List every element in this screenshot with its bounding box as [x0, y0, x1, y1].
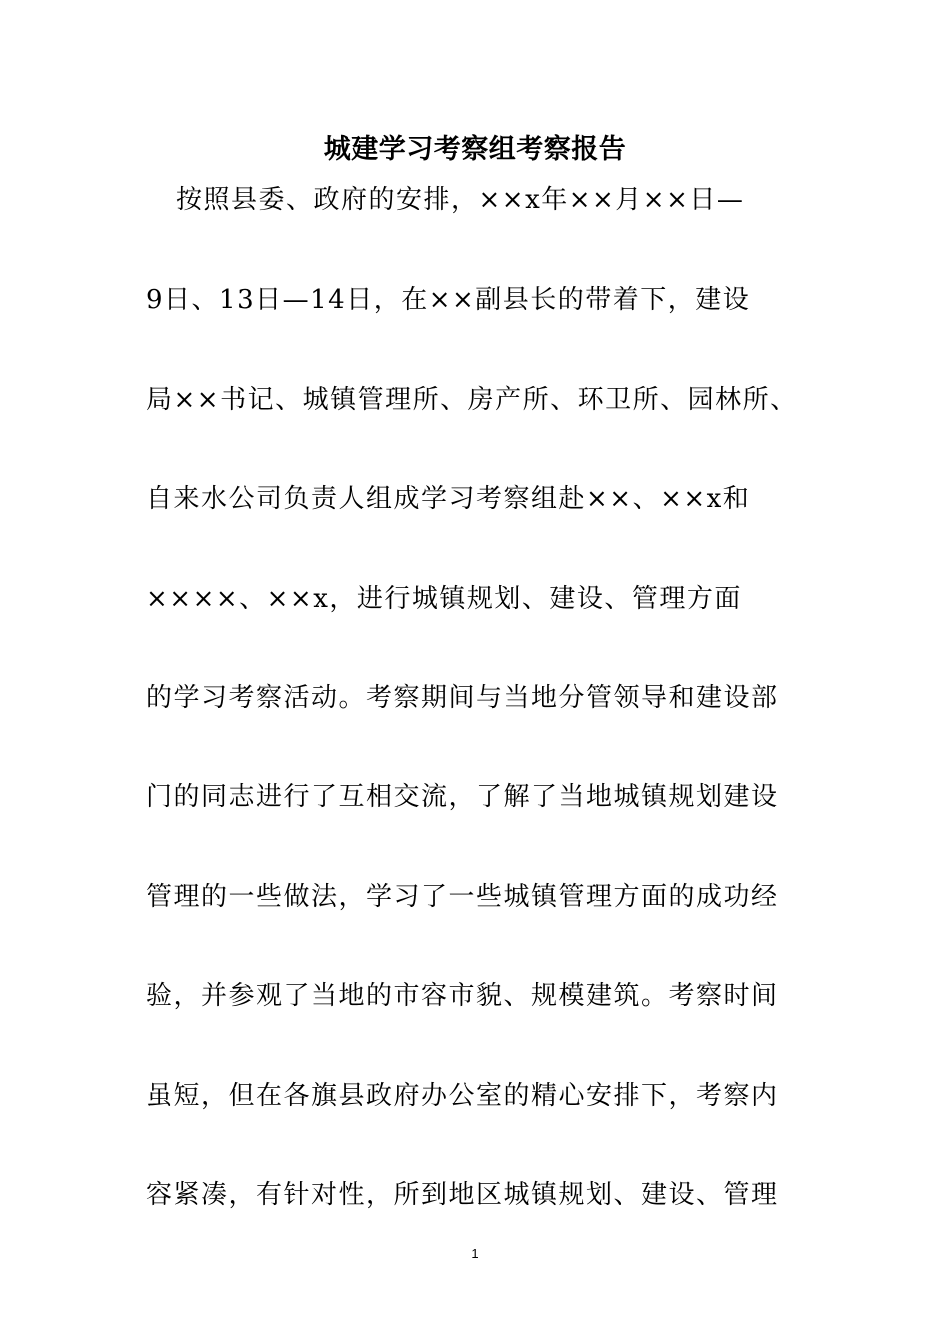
- document-title: 城建学习考察组考察报告: [323, 134, 627, 165]
- body-line-8: 管理的一些做法，学习了一些城镇管理方面的成功经: [146, 882, 779, 912]
- body-line-10: 虽短，但在各旗县政府办公室的精心安排下，考察内: [146, 1081, 779, 1111]
- body-line-11: 容紧凑，有针对性，所到地区城镇规划、建设、管理: [146, 1180, 779, 1210]
- body-line-7: 门的同志进行了互相交流，了解了当地城镇规划建设: [146, 782, 779, 812]
- body-line-5: ××××、××x，进行城镇规划、建设、管理方面: [146, 584, 742, 614]
- body-line-4: 自来水公司负责人组成学习考察组赴××、××x和: [146, 484, 751, 514]
- body-line-6: 的学习考察活动。考察期间与当地分管领导和建设部: [146, 683, 779, 713]
- body-line-2: 9日、13日—14日，在××副县长的带着下，建设: [146, 285, 751, 315]
- body-line-9: 验，并参观了当地的市容市貌、规模建筑。考察时间: [146, 981, 779, 1011]
- page-number: 1: [471, 1246, 479, 1261]
- body-line-3: 局××书记、城镇管理所、房产所、环卫所、园林所、: [146, 385, 798, 415]
- body-line-1: 按照县委、政府的安排，××x年××月××日—: [176, 185, 745, 215]
